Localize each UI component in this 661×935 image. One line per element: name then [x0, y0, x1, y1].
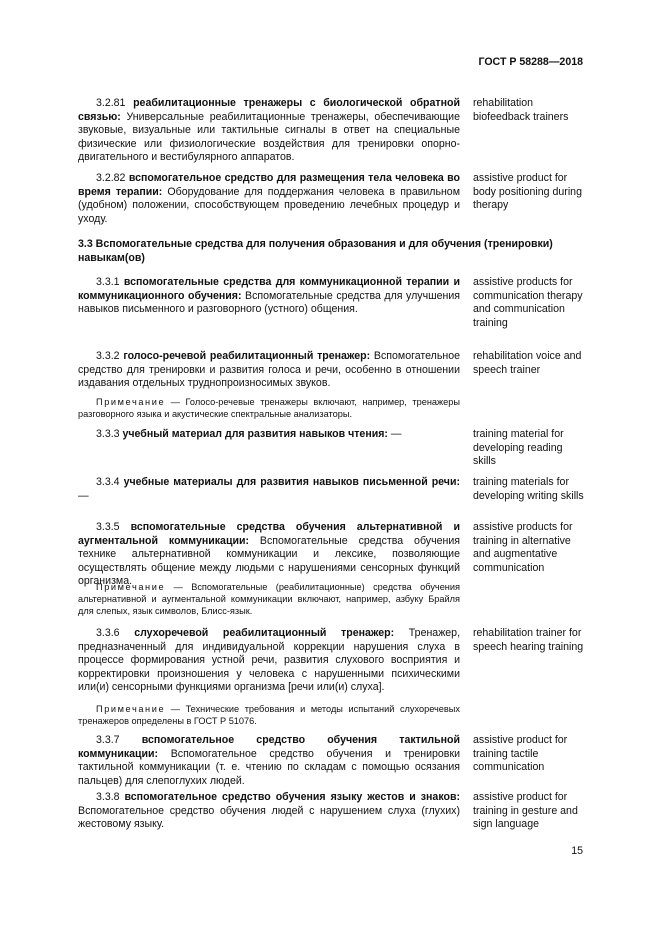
note [78, 703, 460, 727]
term-english: training materials for developing writing skills [473, 476, 584, 502]
note-label: Примечание [96, 704, 166, 714]
term-title: слухоречевой реабилитационный тренажер: [134, 627, 395, 639]
term-title: учебные материалы для развития навыков письменной речи: [123, 476, 460, 488]
term-text: Вспомогательное средство для тренировки и развития голоса и речи, особенно в отношении издавания отдельных труднопроизносимых звуков. [78, 350, 460, 390]
term-definition [78, 734, 460, 788]
term-english: assistive product for training in gesture and sign language [473, 791, 578, 831]
term-definition [78, 791, 460, 832]
term-text: Тренажер, предназначенный для индивидуальной коррекции нарушения слуха в процессе формирования устной речи, развития слухового восприятия и корректировки произношения у человека с нарушенными психическими или(и) сенсорными функциями организма [речи или(и) слуха]. [78, 627, 461, 694]
term-definition [78, 350, 460, 391]
term-definition [78, 276, 460, 317]
note-label: Примечание [96, 582, 166, 592]
term-definition [78, 627, 460, 695]
term-title: вспомогательное средство для размещения тела человека во время терапии: [78, 172, 460, 198]
term-text: Вспомогательное средство обучения людей с нарушением слуха (глухих) жестовому языку. [78, 804, 460, 831]
note-text: — Голосо-речевые тренажеры включают, например, тренажеры разговорного языка и акустические спектральные анализаторы. [78, 397, 460, 419]
term-definition [78, 521, 460, 589]
term-english: assistive product for body positioning during therapy [473, 172, 582, 212]
note [78, 396, 460, 420]
term-number: 3.3.8 [96, 791, 120, 803]
term-title: реабилитационные тренажеры с биологической обратной связью: [78, 97, 460, 123]
term-text: Вспомогательные средства обучения технике альтернативной коммуникации и лексике, позволяющие осуществлять общение между людьми с нарушениями сенсорных функций организма. [78, 534, 460, 588]
term-text: Вспомогательные средства для улучшения навыков письменного и разговорного (устного) общения. [78, 289, 460, 316]
term-number: 3.3.7 [96, 734, 120, 746]
term-english: assistive products for communication therapy and communication training [473, 276, 583, 329]
term-number: 3.3.6 [96, 627, 120, 639]
term-definition [78, 97, 460, 165]
term-title: учебный материал для развития навыков чтения: [122, 428, 388, 440]
term-text: Вспомогательное средство обучения и тренировки тактильной коммуникации (т. е. чтению по складам с помощью осязания пальцев) для слепоглухих людей. [78, 747, 460, 787]
standard-header: ГОСТ Р 58288—2018 [478, 56, 583, 68]
term-definition [78, 172, 460, 226]
term-number: 3.3.3 [96, 428, 120, 440]
term-english: assistive product for training tactile communication [473, 734, 568, 774]
term-text: Универсальные реабилитационные тренажеры, обеспечивающие звуковые, визуальные или тактильные сигналы в ответ на специальные физические или физиологические воздействия для тренировки опорно-двигательного и вестибулярного аппаратов. [78, 110, 460, 164]
term-title: вспомогательные средства обучения альтернативной и аугментальной коммуникации: [78, 521, 460, 547]
section-heading: 3.3 Вспомогательные средства для получения образования и для обучения (тренировки) навыкам(ов) [78, 238, 553, 264]
term-number: 3.3.5 [96, 521, 120, 533]
note [78, 581, 460, 617]
term-text: Оборудование для поддержания человека в правильном (удобном) положении, способствующем проведению лечебных процедур и уходу. [78, 185, 460, 225]
term-number: 3.2.81 [96, 97, 126, 109]
term-english: training material for developing reading skills [473, 428, 564, 468]
term-english: rehabilitation trainer for speech hearing training [473, 627, 584, 653]
note-text: — Технические требования и методы испытаний слухоречевых тренажеров определены в ГОСТ Р 51076. [78, 704, 460, 726]
term-number: 3.3.4 [96, 476, 120, 488]
term-title: вспомогательные средства для коммуникационной терапии и коммуникационного обучения: [78, 276, 460, 302]
term-english: rehabilitation voice and speech trainer [473, 350, 582, 376]
term-title: вспомогательное средство обучения тактильной коммуникации: [78, 734, 460, 760]
term-english: rehabilitation biofeedback trainers [473, 97, 569, 123]
term-title: голосо-речевой реабилитационный тренажер: [123, 350, 371, 362]
term-text: — [78, 489, 89, 502]
term-number: 3.3.2 [96, 350, 120, 362]
term-english: assistive products for training in alternative and augmentative communication [473, 521, 573, 574]
term-definition [78, 428, 460, 442]
page-number: 15 [571, 845, 583, 857]
term-title: вспомогательное средство обучения языку жестов и знаков: [124, 791, 460, 803]
note-label: Примечание [96, 397, 166, 407]
term-definition [78, 476, 460, 503]
term-number: 3.2.82 [96, 172, 126, 184]
note-text: — Вспомогательные (реабилитационные) средства обучения альтернативной и аугментальной коммуникации включают, например, азбуку Брайля для слепых, язык символов, Блисс-язык. [78, 582, 460, 616]
term-text: — [390, 428, 402, 440]
term-number: 3.3.1 [96, 276, 120, 288]
